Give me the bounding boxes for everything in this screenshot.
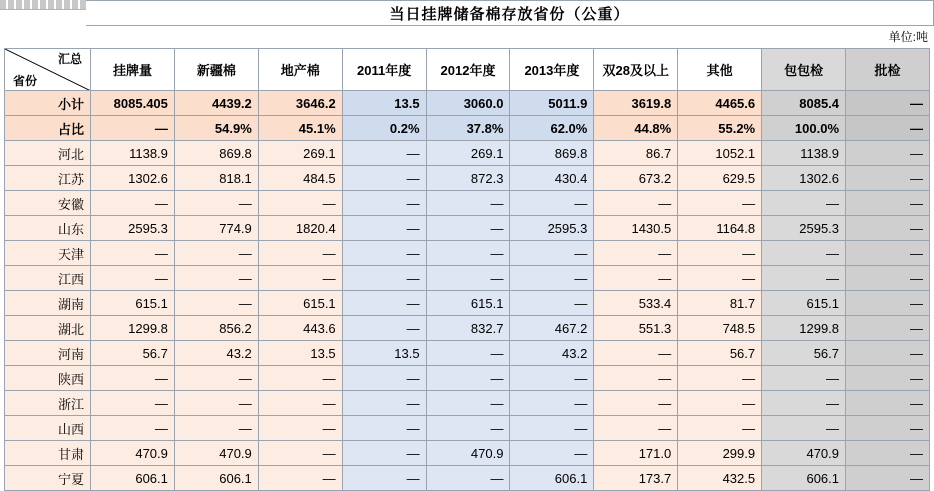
cell-r12-c7: — <box>594 366 678 391</box>
row-label-9: 湖南 <box>5 291 91 316</box>
table-row <box>5 241 930 266</box>
cell-r15-c3: — <box>258 441 342 466</box>
cell-r16-c10: — <box>846 466 930 491</box>
cell-r6-c7: 1430.5 <box>594 216 678 241</box>
cell-r4-c2: 818.1 <box>174 166 258 191</box>
corner-bottom-label: 省份 <box>13 74 38 88</box>
column-header-6: 2013年度 <box>510 49 594 91</box>
cell-r8-c2: — <box>174 266 258 291</box>
cell-r5-c5: — <box>426 191 510 216</box>
row-label-7: 天津 <box>5 241 91 266</box>
cell-r2-c4: 0.2% <box>342 116 426 141</box>
cell-r16-c2: 606.1 <box>174 466 258 491</box>
cell-r6-c5: — <box>426 216 510 241</box>
cell-r7-c7: — <box>594 241 678 266</box>
cell-r9-c1: 615.1 <box>91 291 175 316</box>
cell-r13-c2: — <box>174 391 258 416</box>
cell-r14-c5: — <box>426 416 510 441</box>
cell-r16-c9: 606.1 <box>762 466 846 491</box>
cell-r4-c9: 1302.6 <box>762 166 846 191</box>
row-label-6: 山东 <box>5 216 91 241</box>
cell-r14-c9: — <box>762 416 846 441</box>
cell-r5-c2: — <box>174 191 258 216</box>
cell-r3-c6: 869.8 <box>510 141 594 166</box>
cell-r7-c4: — <box>342 241 426 266</box>
unit-label: 单位:吨 <box>888 30 928 44</box>
cell-r12-c8: — <box>678 366 762 391</box>
cell-r5-c7: — <box>594 191 678 216</box>
cell-r13-c3: — <box>258 391 342 416</box>
cell-r16-c3: — <box>258 466 342 491</box>
cell-r7-c10: — <box>846 241 930 266</box>
cell-r7-c1: — <box>91 241 175 266</box>
cell-r1-c7: 3619.8 <box>594 91 678 116</box>
row-label-11: 河南 <box>5 341 91 366</box>
table-row <box>5 366 930 391</box>
cell-r4-c8: 629.5 <box>678 166 762 191</box>
column-header-10: 批检 <box>846 49 930 91</box>
cell-r4-c1: 1302.6 <box>91 166 175 191</box>
cell-r14-c8: — <box>678 416 762 441</box>
cell-r15-c4: — <box>342 441 426 466</box>
cell-r9-c3: 615.1 <box>258 291 342 316</box>
cell-r6-c10: — <box>846 216 930 241</box>
cell-r16-c4: — <box>342 466 426 491</box>
cell-r2-c1: — <box>91 116 175 141</box>
cell-r3-c5: 269.1 <box>426 141 510 166</box>
page-title: 当日挂牌储备棉存放省份（公重） <box>389 5 630 23</box>
cell-r1-c9: 8085.4 <box>762 91 846 116</box>
row-label-2: 占比 <box>5 116 91 141</box>
table-header <box>5 49 930 91</box>
table-row <box>5 291 930 316</box>
cell-r2-c3: 45.1% <box>258 116 342 141</box>
cell-r15-c8: 299.9 <box>678 441 762 466</box>
cell-r12-c10: — <box>846 366 930 391</box>
cell-r12-c3: — <box>258 366 342 391</box>
cell-r14-c2: — <box>174 416 258 441</box>
cell-r5-c8: — <box>678 191 762 216</box>
cell-r13-c8: — <box>678 391 762 416</box>
cell-r7-c6: — <box>510 241 594 266</box>
cell-r3-c10: — <box>846 141 930 166</box>
table-row <box>5 341 930 366</box>
cell-r13-c6: — <box>510 391 594 416</box>
cell-r11-c8: 56.7 <box>678 341 762 366</box>
cell-r6-c6: 2595.3 <box>510 216 594 241</box>
report-title-bar <box>86 0 934 26</box>
cell-r7-c3: — <box>258 241 342 266</box>
cell-r13-c4: — <box>342 391 426 416</box>
cell-r9-c9: 615.1 <box>762 291 846 316</box>
corner-top-label: 汇总 <box>57 52 82 66</box>
cell-r4-c6: 430.4 <box>510 166 594 191</box>
cell-r16-c1: 606.1 <box>91 466 175 491</box>
cell-r10-c2: 856.2 <box>174 316 258 341</box>
cell-r11-c5: — <box>426 341 510 366</box>
cell-r11-c1: 56.7 <box>91 341 175 366</box>
cell-r11-c9: 56.7 <box>762 341 846 366</box>
cell-r11-c3: 13.5 <box>258 341 342 366</box>
cell-r1-c1: 8085.405 <box>91 91 175 116</box>
cell-r10-c8: 748.5 <box>678 316 762 341</box>
cell-r11-c6: 43.2 <box>510 341 594 366</box>
row-label-15: 甘肃 <box>5 441 91 466</box>
row-label-13: 浙江 <box>5 391 91 416</box>
row-label-8: 江西 <box>5 266 91 291</box>
cell-r3-c9: 1138.9 <box>762 141 846 166</box>
cell-r8-c9: — <box>762 266 846 291</box>
cell-r3-c2: 869.8 <box>174 141 258 166</box>
cell-r5-c9: — <box>762 191 846 216</box>
cell-r15-c10: — <box>846 441 930 466</box>
column-header-5: 2012年度 <box>426 49 510 91</box>
cell-r4-c7: 673.2 <box>594 166 678 191</box>
cell-r2-c5: 37.8% <box>426 116 510 141</box>
cell-r14-c1: — <box>91 416 175 441</box>
row-label-3: 河北 <box>5 141 91 166</box>
table-row <box>5 191 930 216</box>
cell-r3-c1: 1138.9 <box>91 141 175 166</box>
cell-r1-c10: — <box>846 91 930 116</box>
column-header-9: 包包检 <box>762 49 846 91</box>
table-row <box>5 391 930 416</box>
table-row <box>5 141 930 166</box>
cell-r13-c5: — <box>426 391 510 416</box>
corner-header-cell <box>5 49 91 91</box>
cell-r13-c10: — <box>846 391 930 416</box>
cell-r10-c10: — <box>846 316 930 341</box>
cell-r5-c6: — <box>510 191 594 216</box>
cell-r2-c2: 54.9% <box>174 116 258 141</box>
table-row <box>5 91 930 116</box>
cell-r9-c10: — <box>846 291 930 316</box>
cell-r1-c6: 5011.9 <box>510 91 594 116</box>
cell-r2-c6: 62.0% <box>510 116 594 141</box>
cell-r10-c3: 443.6 <box>258 316 342 341</box>
cell-r2-c8: 55.2% <box>678 116 762 141</box>
cell-r9-c7: 533.4 <box>594 291 678 316</box>
cell-r10-c6: 467.2 <box>510 316 594 341</box>
row-label-12: 陕西 <box>5 366 91 391</box>
cell-r16-c8: 432.5 <box>678 466 762 491</box>
cell-r10-c9: 1299.8 <box>762 316 846 341</box>
cell-r15-c1: 470.9 <box>91 441 175 466</box>
cell-r16-c5: — <box>426 466 510 491</box>
row-label-14: 山西 <box>5 416 91 441</box>
cell-r15-c7: 171.0 <box>594 441 678 466</box>
cell-r10-c1: 1299.8 <box>91 316 175 341</box>
cell-r1-c3: 3646.2 <box>258 91 342 116</box>
cell-r7-c9: — <box>762 241 846 266</box>
table-body <box>5 91 930 491</box>
cell-r16-c6: 606.1 <box>510 466 594 491</box>
cell-r15-c6: — <box>510 441 594 466</box>
cell-r2-c9: 100.0% <box>762 116 846 141</box>
cell-r12-c2: — <box>174 366 258 391</box>
cell-r9-c2: — <box>174 291 258 316</box>
cell-r6-c9: 2595.3 <box>762 216 846 241</box>
cell-r5-c3: — <box>258 191 342 216</box>
cell-r6-c4: — <box>342 216 426 241</box>
cell-r1-c2: 4439.2 <box>174 91 258 116</box>
cell-r3-c4: — <box>342 141 426 166</box>
cell-r5-c10: — <box>846 191 930 216</box>
cell-r7-c8: — <box>678 241 762 266</box>
cell-r11-c7: — <box>594 341 678 366</box>
table-row <box>5 266 930 291</box>
column-header-7: 双28及以上 <box>594 49 678 91</box>
cell-r12-c5: — <box>426 366 510 391</box>
cell-r5-c4: — <box>342 191 426 216</box>
cell-r2-c7: 44.8% <box>594 116 678 141</box>
cell-r8-c7: — <box>594 266 678 291</box>
cell-r9-c8: 81.7 <box>678 291 762 316</box>
cell-r9-c5: 615.1 <box>426 291 510 316</box>
decorative-strip <box>0 0 86 10</box>
cell-r6-c8: 1164.8 <box>678 216 762 241</box>
table-row <box>5 416 930 441</box>
cell-r2-c10: — <box>846 116 930 141</box>
cell-r8-c1: — <box>91 266 175 291</box>
cell-r3-c7: 86.7 <box>594 141 678 166</box>
cell-r1-c8: 4465.6 <box>678 91 762 116</box>
cell-r6-c2: 774.9 <box>174 216 258 241</box>
column-header-3: 地产棉 <box>258 49 342 91</box>
table-row <box>5 166 930 191</box>
cell-r13-c9: — <box>762 391 846 416</box>
cell-r10-c5: 832.7 <box>426 316 510 341</box>
cell-r8-c3: — <box>258 266 342 291</box>
table-row <box>5 441 930 466</box>
cell-r14-c3: — <box>258 416 342 441</box>
cell-r13-c1: — <box>91 391 175 416</box>
cell-r14-c6: — <box>510 416 594 441</box>
cell-r16-c7: 173.7 <box>594 466 678 491</box>
cell-r7-c2: — <box>174 241 258 266</box>
cell-r5-c1: — <box>91 191 175 216</box>
cell-r12-c4: — <box>342 366 426 391</box>
row-label-4: 江苏 <box>5 166 91 191</box>
cell-r12-c9: — <box>762 366 846 391</box>
cell-r9-c4: — <box>342 291 426 316</box>
table-row <box>5 466 930 491</box>
cell-r14-c4: — <box>342 416 426 441</box>
cell-r3-c8: 1052.1 <box>678 141 762 166</box>
cell-r8-c10: — <box>846 266 930 291</box>
row-label-10: 湖北 <box>5 316 91 341</box>
cell-r8-c4: — <box>342 266 426 291</box>
table-row <box>5 116 930 141</box>
row-label-16: 宁夏 <box>5 466 91 491</box>
cell-r15-c9: 470.9 <box>762 441 846 466</box>
cell-r11-c4: 13.5 <box>342 341 426 366</box>
cell-r4-c4: — <box>342 166 426 191</box>
cell-r12-c6: — <box>510 366 594 391</box>
cell-r3-c3: 269.1 <box>258 141 342 166</box>
cell-r11-c10: — <box>846 341 930 366</box>
cell-r8-c8: — <box>678 266 762 291</box>
cell-r10-c7: 551.3 <box>594 316 678 341</box>
cell-r4-c10: — <box>846 166 930 191</box>
column-header-2: 新疆棉 <box>174 49 258 91</box>
cell-r6-c1: 2595.3 <box>91 216 175 241</box>
cell-r8-c6: — <box>510 266 594 291</box>
cell-r13-c7: — <box>594 391 678 416</box>
cell-r9-c6: — <box>510 291 594 316</box>
cell-r1-c5: 3060.0 <box>426 91 510 116</box>
cell-r15-c5: 470.9 <box>426 441 510 466</box>
cell-r11-c2: 43.2 <box>174 341 258 366</box>
cell-r1-c4: 13.5 <box>342 91 426 116</box>
reserve-cotton-table <box>4 48 930 491</box>
cell-r6-c3: 1820.4 <box>258 216 342 241</box>
column-header-1: 挂牌量 <box>91 49 175 91</box>
cell-r12-c1: — <box>91 366 175 391</box>
cell-r4-c5: 872.3 <box>426 166 510 191</box>
cell-r7-c5: — <box>426 241 510 266</box>
cell-r14-c10: — <box>846 416 930 441</box>
column-header-4: 2011年度 <box>342 49 426 91</box>
header-row <box>5 49 930 91</box>
cell-r14-c7: — <box>594 416 678 441</box>
cell-r8-c5: — <box>426 266 510 291</box>
cell-r4-c3: 484.5 <box>258 166 342 191</box>
table-row <box>5 216 930 241</box>
row-label-5: 安徽 <box>5 191 91 216</box>
table-row <box>5 316 930 341</box>
row-label-1: 小计 <box>5 91 91 116</box>
cell-r15-c2: 470.9 <box>174 441 258 466</box>
cell-r10-c4: — <box>342 316 426 341</box>
column-header-8: 其他 <box>678 49 762 91</box>
